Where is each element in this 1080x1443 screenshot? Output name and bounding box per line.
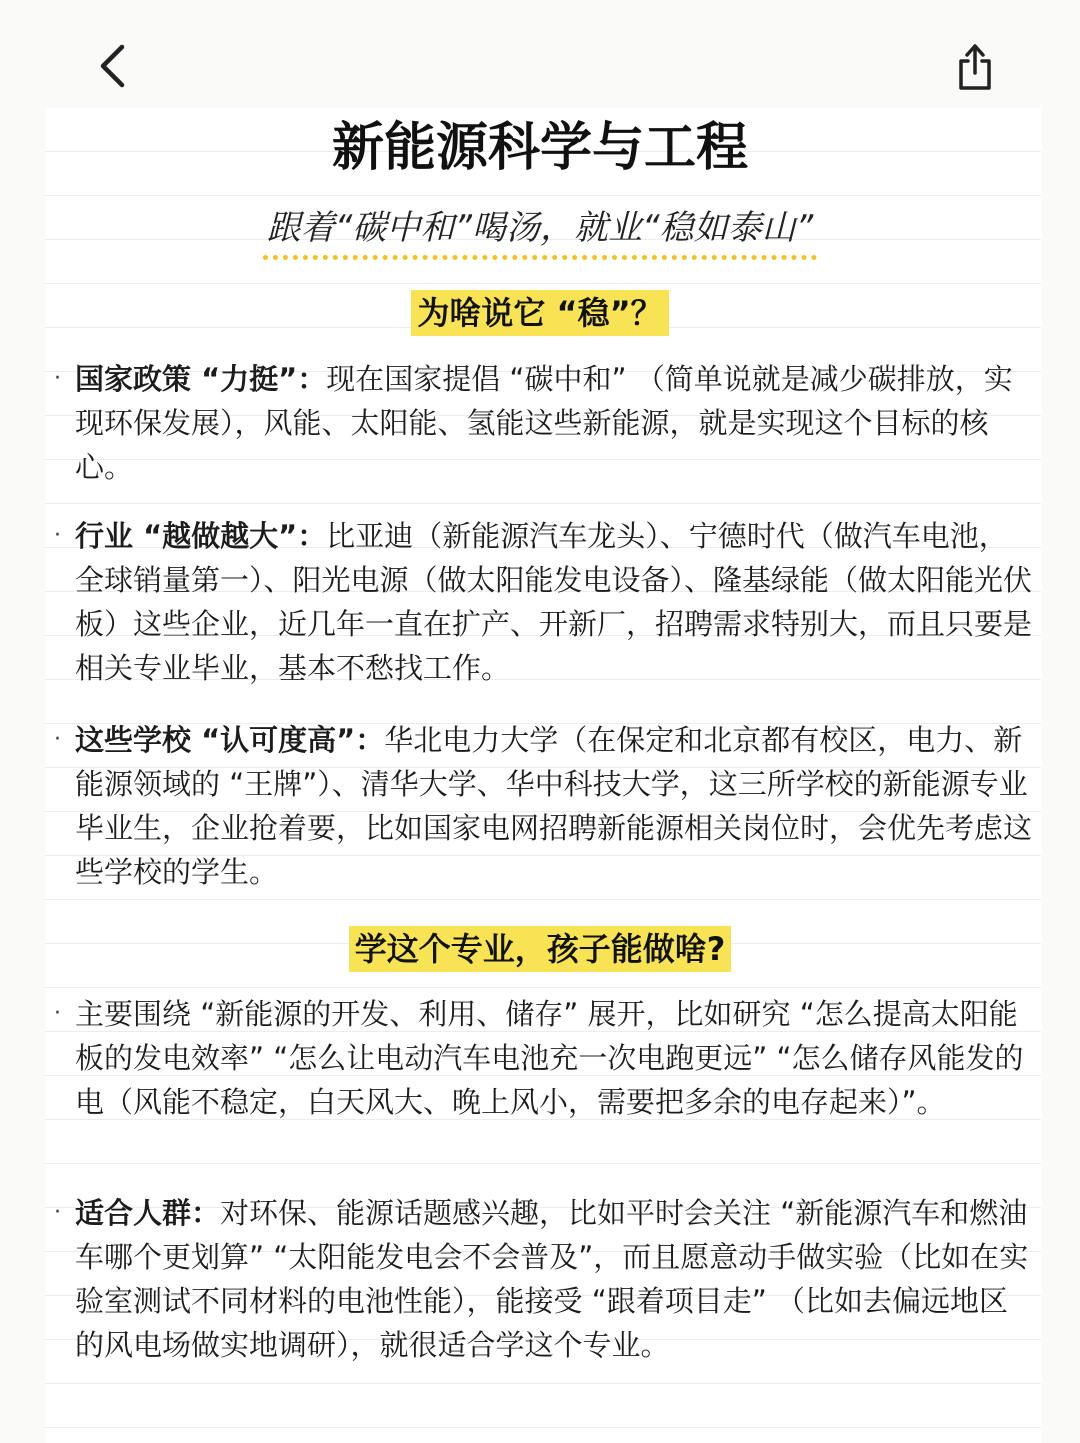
item-body: 比亚迪（新能源汽车龙头）、宁德时代（做汽车电池，全球销量第一）、阳光电源（做太阳能发电设备）、隆基绿能（做太阳能光伏板）这些企业，近几年一直在扩产、开新厂，招聘需求特别大，而且只要是相关专业毕业，基本不愁找工作。 <box>75 519 1033 685</box>
item-lead: 适合人群： <box>75 1196 221 1230</box>
item-body: 主要围绕 “新能源的开发、利用、储存” 展开，比如研究 “怎么提高太阳能板的发电效率” “怎么让电动汽车电池充一次电跑更远” “怎么储存风能发的电（风能不稳定，白天风大、晚上风小，需要把多余的电存起来）”。 <box>75 997 1024 1119</box>
section-heading-container <box>0 926 1080 972</box>
item-body: 现在国家提倡 “碳中和” （简单说就是减少碳排放，实现环保发展），风能、太阳能、氢能这些新能源，就是实现这个目标的核心。 <box>75 362 1013 484</box>
share-button[interactable] <box>950 40 1000 94</box>
list-item <box>54 357 1035 489</box>
list-item <box>54 1191 1035 1367</box>
list-item <box>54 514 1035 690</box>
item-body: 华北电力大学（在保定和北京都有校区，电力、新能源领域的 “王牌”）、清华大学、华中科技大学，这三所学校的新能源专业毕业生，企业抢着要，比如国家电网招聘新能源相关岗位时，会优先考虑这些学校的学生。 <box>75 723 1033 889</box>
item-lead: 这些学校 “认可度高”： <box>75 723 385 757</box>
subtitle-container <box>0 203 1080 260</box>
section-heading-container <box>0 290 1080 336</box>
section-heading-what-to-do: 学这个专业，孩子能做啥? <box>349 926 732 972</box>
page-title: 新能源科学与工程 <box>331 118 748 178</box>
share-icon <box>955 42 995 92</box>
section-heading-why-stable: 为啥说它 “稳”？ <box>411 290 668 336</box>
item-body: 对环保、能源话题感兴趣，比如平时会关注 “新能源汽车和燃油车哪个更划算” “太阳能发电会不会普及”，而且愿意动手做实验（比如在实验室测试不同材料的电池性能），能接受 “跟着项目走” （比如去偏远地区的风电场做实地调研），就很适合学这个专业。 <box>75 1196 1029 1362</box>
bullet-dot: · <box>54 1001 61 1026</box>
back-button[interactable] <box>88 40 136 92</box>
bullet-dot: · <box>54 523 61 548</box>
bullet-dot: · <box>54 1200 61 1225</box>
item-lead: 国家政策 “力挺”： <box>75 362 327 396</box>
page-subtitle: 跟着“碳中和”喝汤，就业“稳如泰山” <box>263 203 817 260</box>
top-navigation-bar <box>0 0 1080 108</box>
bullet-dot: · <box>54 366 61 391</box>
list-item <box>54 718 1035 894</box>
item-lead: 行业 “越做越大”： <box>75 519 327 553</box>
bullet-dot: · <box>54 727 61 752</box>
chevron-left-icon <box>98 44 126 88</box>
list-item <box>54 992 1035 1124</box>
